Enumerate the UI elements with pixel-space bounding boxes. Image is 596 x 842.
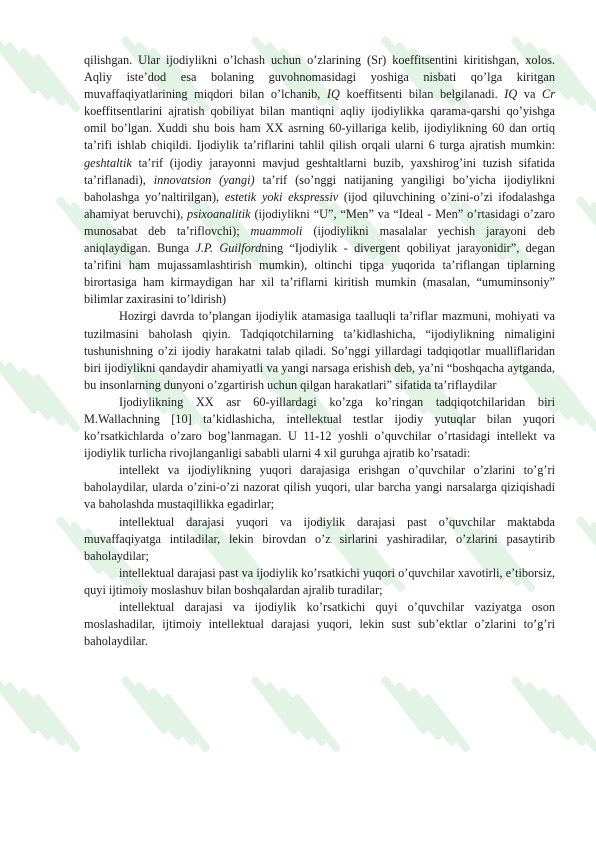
text-run: koeffitsenti bilan belgilanadi.: [339, 87, 505, 102]
text-run: (ijodiylikni “U”, “Men” va “Ideal - Men” o’rtasidagi o’zaro munosabat deb ta’riflovchi);: [84, 206, 555, 238]
italic-term: geshtaltik: [84, 155, 132, 170]
paragraph-2: [84, 308, 555, 393]
text-run: intellektual darajasi yuqori va ijodiylik darajasi past o’quvchilar maktabda muvaffaqiyatga intiladilar, lekin birovdan o’z sirlarini yashiradilar, o’zlarini pasaytirib baholaydilar;: [84, 514, 555, 563]
list-item-3: [84, 565, 555, 599]
italic-term: Cr: [542, 87, 555, 102]
list-item-4: [84, 599, 555, 650]
text-run: ta’rif (ijodiy jarayonni mavjud geshtaltlarni buzib, yaxshirog’ini tuzish sifatida ta’riflanadi),: [84, 155, 555, 187]
paragraph-1: [84, 52, 555, 308]
paragraph-text: [84, 566, 555, 597]
paragraph-text: [84, 515, 555, 563]
text-run: intellektual darajasi past va ijodiylik ko’rsatkichi yuqori o’quvchilar xavotirli, e’tiborsiz, quyi ijtimoiy moslashuv bilan boshqalardan ajralib turadilar;: [84, 565, 555, 597]
italic-term: IQ: [504, 87, 518, 102]
italic-term: estetik yoki ekspressiv: [224, 189, 339, 204]
paragraph-text: [84, 600, 555, 648]
paragraph-text: [84, 53, 555, 306]
italic-term: J.P. Guilford: [195, 241, 262, 256]
paragraph-text: [84, 395, 555, 460]
italic-term: muammoli: [250, 223, 303, 238]
text-run: intellektual darajasi va ijodiylik ko’rsatkichi quyi o’quvchilar vaziyatga oson moslashadilar, ijtimoiy intellektual darajasi yuqori, lekin sust sub’ektlar o’zlarini to’g’ri baholaydilar.: [84, 600, 555, 649]
text-run: va: [517, 87, 542, 102]
italic-term: psixoanalitik: [187, 206, 251, 221]
list-item-2: [84, 514, 555, 565]
text-run: Ijodiylikning XX asr 60-yillardagi ko’zga ko’ringan tadqiqotchilaridan biri M.Wallachning [10] ta’kidlashicha, intellektual testlar ijodiy yutuqlar bilan yuqori ko’rsatkichlarda o’zaro bog’lanmagan. U 11-12 yoshli o’quvchilar o’rtasidagi intellekt va ijodiylik turlicha rivojlanganligi sababli ularni 4 xil guruhga ajratib ko’rsatadi:: [84, 394, 555, 461]
text-run: intellekt va ijodiylikning yuqori darajasiga erishgan o’quvchilar o’zlarini to’g’ri baholaydilar, ularda o’zini-o’zi nazorat qilish yuqori, ular barcha yangi narsalarga qiziqishadi va baholashda mustaqillikka egadirlar;: [84, 463, 555, 512]
text-run: (ijodiylikni masalalar yechish jarayoni deb aniqlaydigan. Bunga: [84, 223, 555, 256]
text-run: ta’rif (so’nggi natijaning yangiligi bo’yicha ijodiylikni baholashga yo’naltirilgan),: [84, 172, 555, 204]
text-run: ning “Ijodiylik - divergent qobiliyat jarayonidir”, degan ta’rifini ham mujassamlashtirish mumkin), oltinchi tipga yuqorida ta’riflangan tiplarning birortasiga ham kirmaydigan har xil ta’riflarni kiritish mumkin (masalan, “umuminsoniy” bilimlar zaxirasini to’ldirish): [84, 241, 556, 307]
text-run: Hozirgi davrda to’plangan ijodiylik atamasiga taalluqli ta’riflar mazmuni, mohiyati va tuzilmasini baholash qiyin. Tadqiqotchilarning ta’kidlashicha, “ijodiylikning nimaligini tushunishning o’zi ijodiy harakatni talab qiladi. So’nggi yillardagi tadqiqotlar mualliflaridan biri ijodiylikni qandaydir ahamiyatli va yangi narsaga erishish deb, ya’ni “boshqacha aytganda, bu insonlarning dunyoni o’zgartirish uchun qilgan harakatlari” sifatida ta’riflaydilar: [84, 309, 555, 392]
text-run: koeffitsentlarini ajratish qobiliyat bilan mantiqni aqliy ijodiylikka qarama-qarshi qo’yishga omil bo’lgan. Xuddi shu bois ham XX asrning 60-yillariga kelib, ijodiylikning 60 dan ortiq ta’rifi ishlab chiqildi. Ijodiylik ta’riflarini tahlil qilish orqali ularni 6 turga ajratish mumkin:: [84, 104, 555, 153]
paragraph-text: [84, 309, 555, 391]
italic-term: IQ: [326, 87, 340, 102]
document-body: [84, 52, 555, 650]
text-run: (ijod qiluvchining o’zini-o’zi ifodalashga ahamiyat beruvchi),: [84, 189, 555, 221]
italic-term: innovatsion (yangi): [153, 172, 255, 187]
text-run: qilishgan. Ular ijodiylikni o’lchash uchun o’zlarining (Sr) koeffitsentini kiritishgan, xolos. Aqliy iste’dod esa bolaning guvohnomasidagi yoshiga nisbati qo’lga kiritgan muvaffaqiyatlarining miqdori bilan o’lchanib,: [84, 53, 555, 102]
paragraph-text: [84, 463, 555, 511]
list-item-1: [84, 462, 555, 513]
paragraph-3: [84, 394, 555, 462]
